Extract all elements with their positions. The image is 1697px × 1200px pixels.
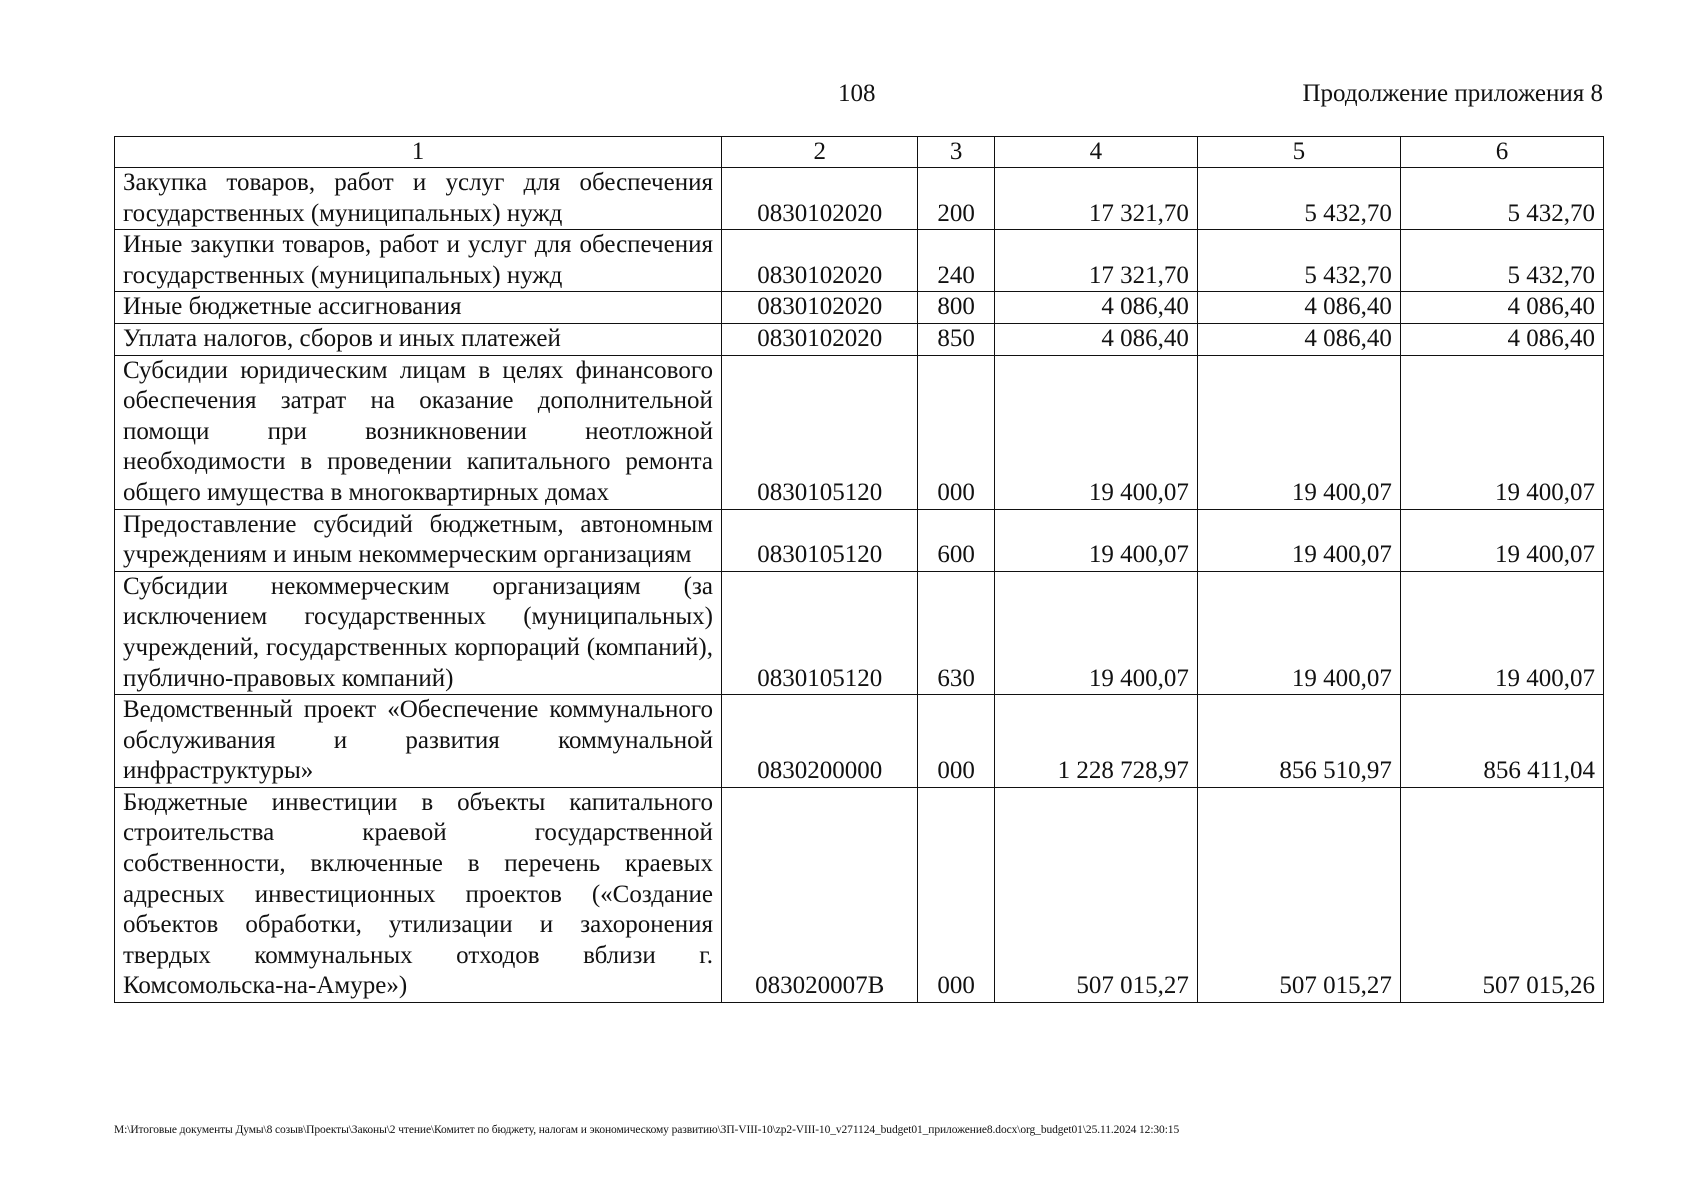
table-row [115,695,1604,788]
expense-kind-cell: 600 [918,509,994,571]
amount-cell: 5 432,70 [1400,168,1603,230]
amount-cell: 5 432,70 [1400,230,1603,292]
target-article-code-cell: 0830200000 [721,695,917,788]
amount-cell: 19 400,07 [1197,355,1400,509]
expense-kind-cell: 200 [918,168,994,230]
column-header: 2 [721,137,917,168]
expense-name-cell: Субсидии некоммерческим организациям (за исключением государственных (муниципальных) учреждений, государственных корпораций (компаний), публично-правовых компаний) [115,571,722,694]
amount-cell: 507 015,27 [994,787,1197,1002]
amount-cell: 1 228 728,97 [994,695,1197,788]
amount-cell: 4 086,40 [994,292,1197,324]
amount-cell: 19 400,07 [1400,509,1603,571]
amount-cell: 19 400,07 [1197,571,1400,694]
budget-table [114,136,1604,1003]
table-row [115,787,1604,1002]
target-article-code-cell: 083020007В [721,787,917,1002]
expense-name-cell: Закупка товаров, работ и услуг для обеспечения государственных (муниципальных) нужд [115,168,722,230]
target-article-code-cell: 0830102020 [721,230,917,292]
amount-cell: 507 015,26 [1400,787,1603,1002]
target-article-code-cell: 0830105120 [721,571,917,694]
table-row [115,230,1604,292]
expense-kind-cell: 800 [918,292,994,324]
column-header: 5 [1197,137,1400,168]
expense-kind-cell: 850 [918,323,994,355]
column-header: 6 [1400,137,1603,168]
amount-cell: 17 321,70 [994,168,1197,230]
amount-cell: 4 086,40 [1197,323,1400,355]
amount-cell: 5 432,70 [1197,168,1400,230]
document-file-path: М:\Итоговые документы Думы\8 созыв\Проекты\Законы\2 чтение\Комитет по бюджету, налогам и экономическому развитию\ЗП-VIII-10\zp2-VIII-10_v271124_budget01_приложение8.docx\org_budget01\25.11.2024 12:30:15 [114,1124,1180,1136]
amount-cell: 5 432,70 [1197,230,1400,292]
appendix-continuation-title: Продолжение приложения 8 [1302,80,1603,107]
amount-cell: 19 400,07 [994,509,1197,571]
expense-name-cell: Иные бюджетные ассигнования [115,292,722,324]
expense-name-cell: Уплата налогов, сборов и иных платежей [115,323,722,355]
amount-cell: 19 400,07 [1400,571,1603,694]
target-article-code-cell: 0830102020 [721,168,917,230]
table-row [115,292,1604,324]
column-header: 3 [918,137,994,168]
column-header: 1 [115,137,722,168]
amount-cell: 19 400,07 [1197,509,1400,571]
table-row [115,323,1604,355]
amount-cell: 507 015,27 [1197,787,1400,1002]
table-row [115,355,1604,509]
column-header: 4 [994,137,1197,168]
expense-name-cell: Иные закупки товаров, работ и услуг для обеспечения государственных (муниципальных) нужд [115,230,722,292]
amount-cell: 4 086,40 [1400,323,1603,355]
amount-cell: 856 510,97 [1197,695,1400,788]
amount-cell: 19 400,07 [994,355,1197,509]
expense-name-cell: Субсидии юридическим лицам в целях финансового обеспечения затрат на оказание дополнительной помощи при возникновении неотложной необходимости в проведении капитального ремонта общего имущества в многоквартирных домах [115,355,722,509]
table-row [115,168,1604,230]
table-header-row [115,137,1604,168]
table-row [115,571,1604,694]
target-article-code-cell: 0830102020 [721,292,917,324]
target-article-code-cell: 0830105120 [721,355,917,509]
target-article-code-cell: 0830105120 [721,509,917,571]
expense-kind-cell: 240 [918,230,994,292]
table-row [115,509,1604,571]
amount-cell: 4 086,40 [1197,292,1400,324]
amount-cell: 4 086,40 [1400,292,1603,324]
amount-cell: 17 321,70 [994,230,1197,292]
expense-kind-cell: 000 [918,695,994,788]
target-article-code-cell: 0830102020 [721,323,917,355]
amount-cell: 19 400,07 [1400,355,1603,509]
page-number: 108 [838,80,876,107]
amount-cell: 856 411,04 [1400,695,1603,788]
expense-name-cell: Бюджетные инвестиции в объекты капитального строительства краевой государственной собственности, включенные в перечень краевых адресных инвестиционных проектов («Создание объектов обработки, утилизации и захоронения твердых коммунальных отходов вблизи г. Комсомольска-на-Амуре») [115,787,722,1002]
amount-cell: 19 400,07 [994,571,1197,694]
expense-kind-cell: 000 [918,355,994,509]
amount-cell: 4 086,40 [994,323,1197,355]
expense-kind-cell: 000 [918,787,994,1002]
expense-kind-cell: 630 [918,571,994,694]
expense-name-cell: Предоставление субсидий бюджетным, автономным учреждениям и иным некоммерческим организациям [115,509,722,571]
expense-name-cell: Ведомственный проект «Обеспечение коммунального обслуживания и развития коммунальной инфраструктуры» [115,695,722,788]
